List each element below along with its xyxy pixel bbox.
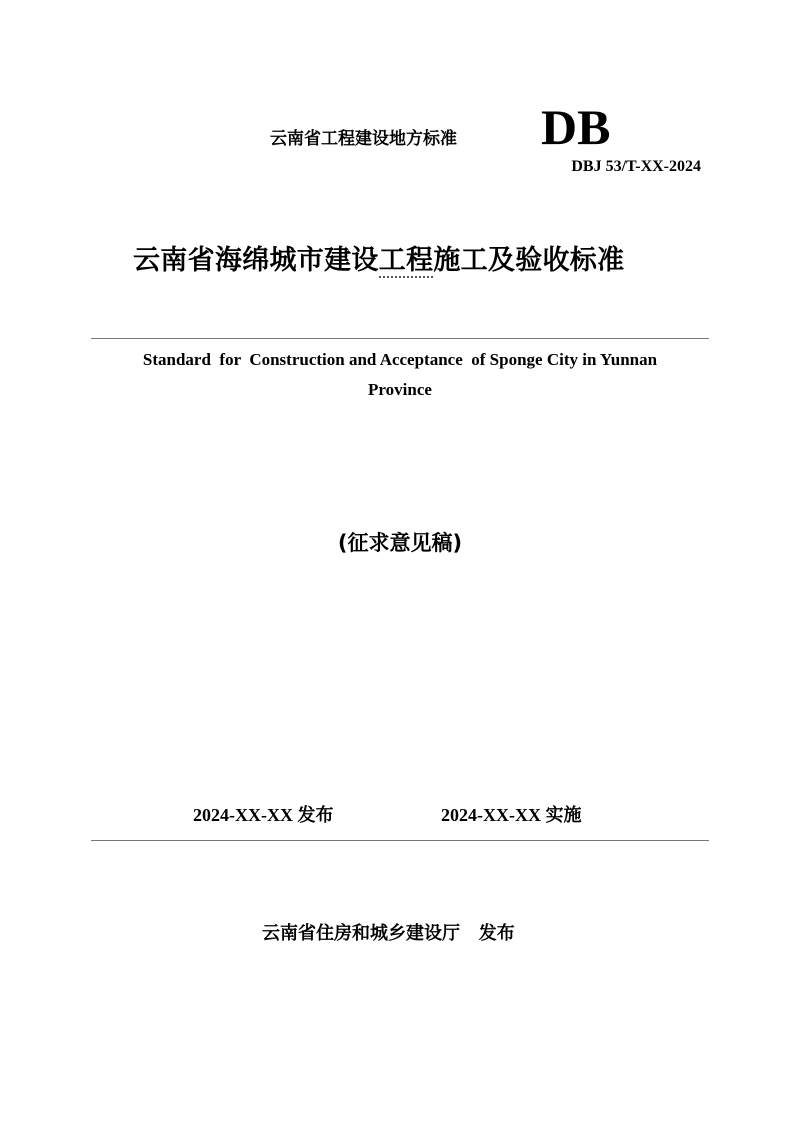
- draft-label: (征求意见稿): [337, 531, 463, 555]
- standard-category: 云南省工程建设地方标准: [270, 129, 457, 149]
- top-divider: [91, 338, 709, 339]
- issuer: 云南省住房和城乡建设厅 发布: [262, 923, 515, 944]
- bottom-divider: [91, 840, 709, 841]
- publish-date: 2024-XX-XX 发布: [193, 805, 334, 825]
- title-en-line2: Province: [368, 380, 432, 399]
- implement-date: 2024-XX-XX 实施: [441, 805, 582, 825]
- title-zh-part2: 施工及验收标准: [433, 245, 625, 276]
- standard-code: DBJ 53/T-XX-2024: [571, 158, 701, 175]
- title-zh-underlined: 工程: [378, 245, 434, 276]
- title-en-line1: Standard for Construction and Acceptance of Sponge City in Yunnan: [142, 350, 658, 369]
- db-mark: DB: [541, 99, 611, 155]
- title-zh-part1: 云南省海绵城市建设: [133, 245, 379, 276]
- title-zh: [133, 238, 624, 277]
